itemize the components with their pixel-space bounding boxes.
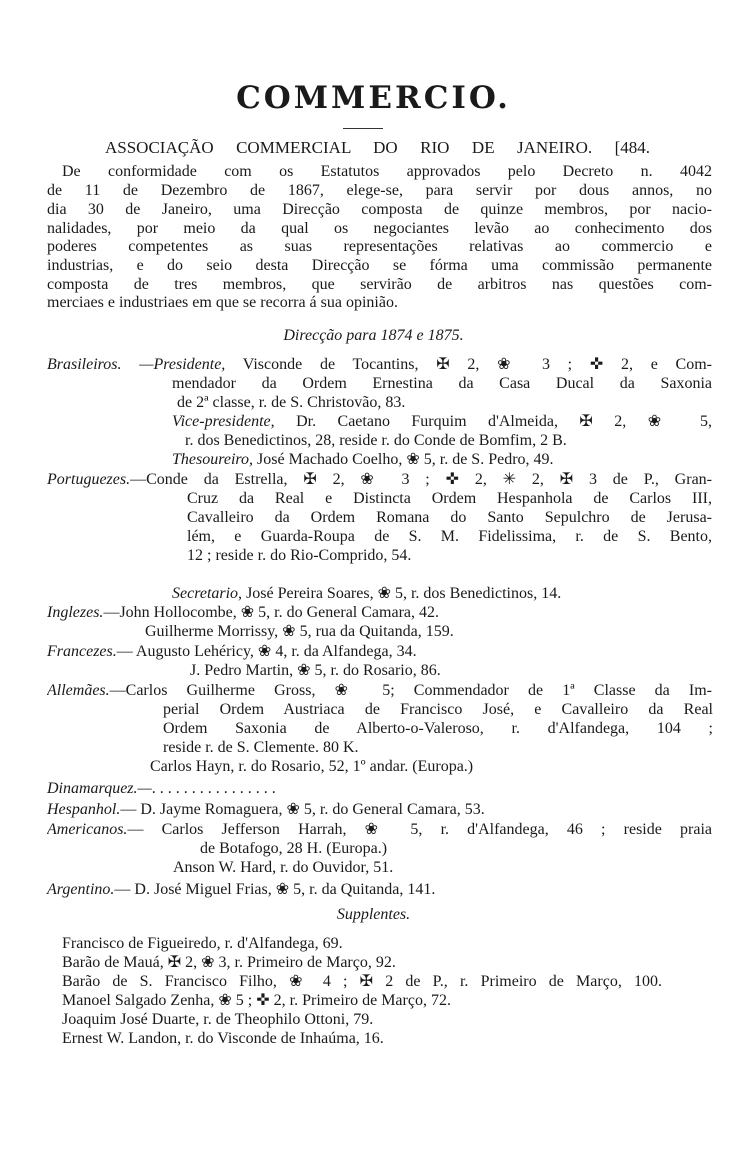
entry-text: reside r. de S. Clemente. 80 K.	[163, 739, 359, 756]
entry-label: Dinamarquez.—	[47, 780, 152, 797]
text-line	[47, 200, 712, 219]
entry-text: Francisco de Figueiredo, r. d'Alfandega, 69.	[62, 935, 343, 952]
text-line	[172, 412, 712, 431]
entry-text: — D. José Miguel Frias, ❀ 5, r. da Quitanda, 141.	[114, 881, 436, 898]
text-line	[47, 880, 435, 899]
entry-text: — Augusto Lehéricy, ❀ 4, r. da Alfandega, 34.	[116, 643, 417, 660]
entry-text: Joaquim José Duarte, r. de Theophilo Ottoni, 79.	[62, 1011, 374, 1028]
text-line	[62, 953, 396, 972]
entry-text: — Carlos Jefferson Harrah, ❀ 5, r. d'Alfandega, 46 ; reside praia	[127, 821, 712, 838]
text-line	[172, 584, 561, 603]
text-line	[47, 779, 276, 798]
entry-label: Vice-presidente,	[172, 413, 275, 430]
supplentes-subheading: Supplentes.	[336, 906, 411, 923]
text-line	[47, 256, 712, 275]
entry-text: Carlos Hayn, r. do Rosario, 52, 1º andar. (Europa.)	[150, 758, 474, 775]
text-line	[47, 800, 485, 819]
entry-label: Americanos.	[47, 821, 128, 838]
text-line	[187, 489, 712, 508]
entry-label: Inglezes.	[47, 604, 104, 621]
entry-text: Barão de Mauá, ✠ 2, ❀ 3, r. Primeiro de Março, 92.	[62, 954, 396, 971]
entry-text: merciaes e industriaes em que se recorra á sua opinião.	[47, 294, 398, 311]
text-line	[47, 237, 712, 256]
entry-text: José Machado Coelho, ❀ 5, r. de S. Pedro, 49.	[253, 451, 554, 468]
text-line	[62, 1029, 384, 1048]
entry-text: industrias, e do seio desta Direcção se fórma uma commissão permanente	[47, 257, 712, 274]
entry-text: —John Hollocombe, ❀ 5, r. do General Camara, 42.	[103, 604, 439, 621]
entry-text: José Pereira Soares, ❀ 5, r. dos Benedictinos, 14.	[242, 585, 562, 602]
entry-text: 12 ; reside r. do Rio-Comprido, 54.	[187, 547, 412, 564]
entry-text: de 11 de Dezembro de 1867, elege-se, para servir por dous annos, no	[47, 182, 712, 199]
text-line	[173, 858, 393, 877]
entry-text: Visconde de Tocantins, ✠ 2, ❀ 3 ; ✜ 2, e Com-	[225, 356, 712, 373]
entry-text: mendador da Ordem Ernestina da Casa Ducal da Saxonia	[172, 375, 712, 392]
entry-label: Portuguezes.	[47, 471, 131, 488]
entry-text: Anson W. Hard, r. do Ouvidor, 51.	[173, 859, 394, 876]
entry-text: J. Pedro Martin, ❀ 5, r. do Rosario, 86.	[190, 662, 441, 679]
entry-text: Ernest W. Landon, r. do Visconde de Inhaúma, 16.	[62, 1030, 384, 1047]
entry-text: composta de tres membros, que servirão de arbitros nas questões com-	[47, 276, 712, 293]
entry-label: Secretario,	[172, 585, 243, 602]
text-line	[172, 374, 712, 393]
text-line	[47, 219, 712, 238]
entry-text: dia 30 de Janeiro, uma Direcção composta de quinze membros, por nacio-	[47, 201, 712, 218]
text-line	[47, 603, 439, 622]
entry-label: Hespanhol.	[47, 801, 121, 818]
text-line	[187, 508, 712, 527]
text-line	[47, 293, 398, 312]
text-line	[62, 934, 343, 953]
text-line	[62, 1010, 373, 1029]
entry-text: lém, e Guarda-Roupa de S. M. Fidelissima, r. de S. Bento,	[187, 528, 712, 545]
entry-text: r. dos Benedictinos, 28, reside r. do Conde de Bomfim, 2 B.	[185, 432, 567, 449]
text-line	[190, 661, 441, 680]
text-line	[62, 972, 662, 991]
text-line	[150, 757, 473, 776]
entry-text: Cavalleiro da Ordem Romana do Santo Sepulchro de Jerusa-	[187, 509, 712, 526]
text-line	[47, 181, 712, 200]
text-line	[62, 162, 712, 181]
entry-label: Allemães.	[47, 682, 110, 699]
entry-label: Francezes.	[47, 643, 117, 660]
text-line	[47, 820, 712, 839]
title-divider	[343, 128, 383, 129]
entry-text: Ordem Saxonia de Alberto-o-Valeroso, r. d'Alfandega, 104 ;	[163, 720, 713, 737]
text-line	[172, 450, 554, 469]
text-line	[163, 738, 359, 757]
entry-text: Barão de S. Francisco Filho, ❀ 4 ; ✠ 2 de P., r. Primeiro de Março, 100.	[62, 973, 662, 990]
text-line	[177, 393, 405, 412]
entry-label: Argentino.	[47, 881, 115, 898]
text-line	[187, 527, 712, 546]
text-line	[47, 470, 712, 489]
entry-text: —Carlos Guilherme Gross, ❀ 5; Commendador de 1ª Classe da Im-	[109, 682, 712, 699]
text-line	[200, 839, 387, 858]
text-line	[185, 431, 567, 450]
entry-text: nalidades, por meio da qual os negociantes levão ao conhecimento dos	[47, 220, 712, 237]
text-line	[47, 275, 712, 294]
section-heading: ASSOCIAÇÃO COMMERCIAL DO RIO DE JANEIRO. [484.	[105, 138, 650, 157]
entry-label: Brasileiros. —Presidente,	[47, 356, 226, 373]
entry-label: Thesoureiro,	[172, 451, 254, 468]
entry-text: Guilherme Morrissy, ❀ 5, rua da Quitanda, 159.	[145, 623, 454, 640]
entry-text: — D. Jayme Romaguera, ❀ 5, r. do General Camara, 53.	[120, 801, 485, 818]
entry-text: —Conde da Estrella, ✠ 2, ❀ 3 ; ✜ 2, ✳ 2, ✠ 3 de P., Gran-	[130, 471, 712, 488]
entry-text: Cruz da Real e Distincta Ordem Hespanhola de Carlos III,	[187, 490, 712, 507]
entry-text: De conformidade com os Estatutos approvados pelo Decreto n. 4042	[62, 163, 712, 180]
direccao-subheading: Direcção para 1874 e 1875.	[283, 327, 464, 344]
entry-text: de Botafogo, 28 H. (Europa.)	[200, 840, 388, 857]
text-line	[62, 991, 451, 1010]
entry-text: . . . . . . . . . . . . . . . .	[151, 780, 276, 797]
entry-text: Dr. Caetano Furquim d'Almeida, ✠ 2, ❀ 5,	[274, 413, 712, 430]
entry-text: de 2ª classe, r. de S. Christovão, 83.	[177, 394, 406, 411]
entry-text: Manoel Salgado Zenha, ❀ 5 ; ✜ 2, r. Primeiro de Março, 72.	[62, 992, 451, 1009]
text-line	[47, 681, 712, 700]
page-title: COMMERCIO.	[236, 80, 511, 116]
text-line	[47, 642, 417, 661]
entry-text: perial Ordem Austriaca de Francisco José, e Cavalleiro da Real	[163, 701, 713, 718]
text-line	[47, 355, 712, 374]
text-line	[187, 546, 411, 565]
text-line	[163, 700, 713, 719]
text-line	[145, 622, 454, 641]
text-line	[163, 719, 713, 738]
entry-text: poderes competentes as suas representações relativas ao commercio e	[47, 238, 712, 255]
